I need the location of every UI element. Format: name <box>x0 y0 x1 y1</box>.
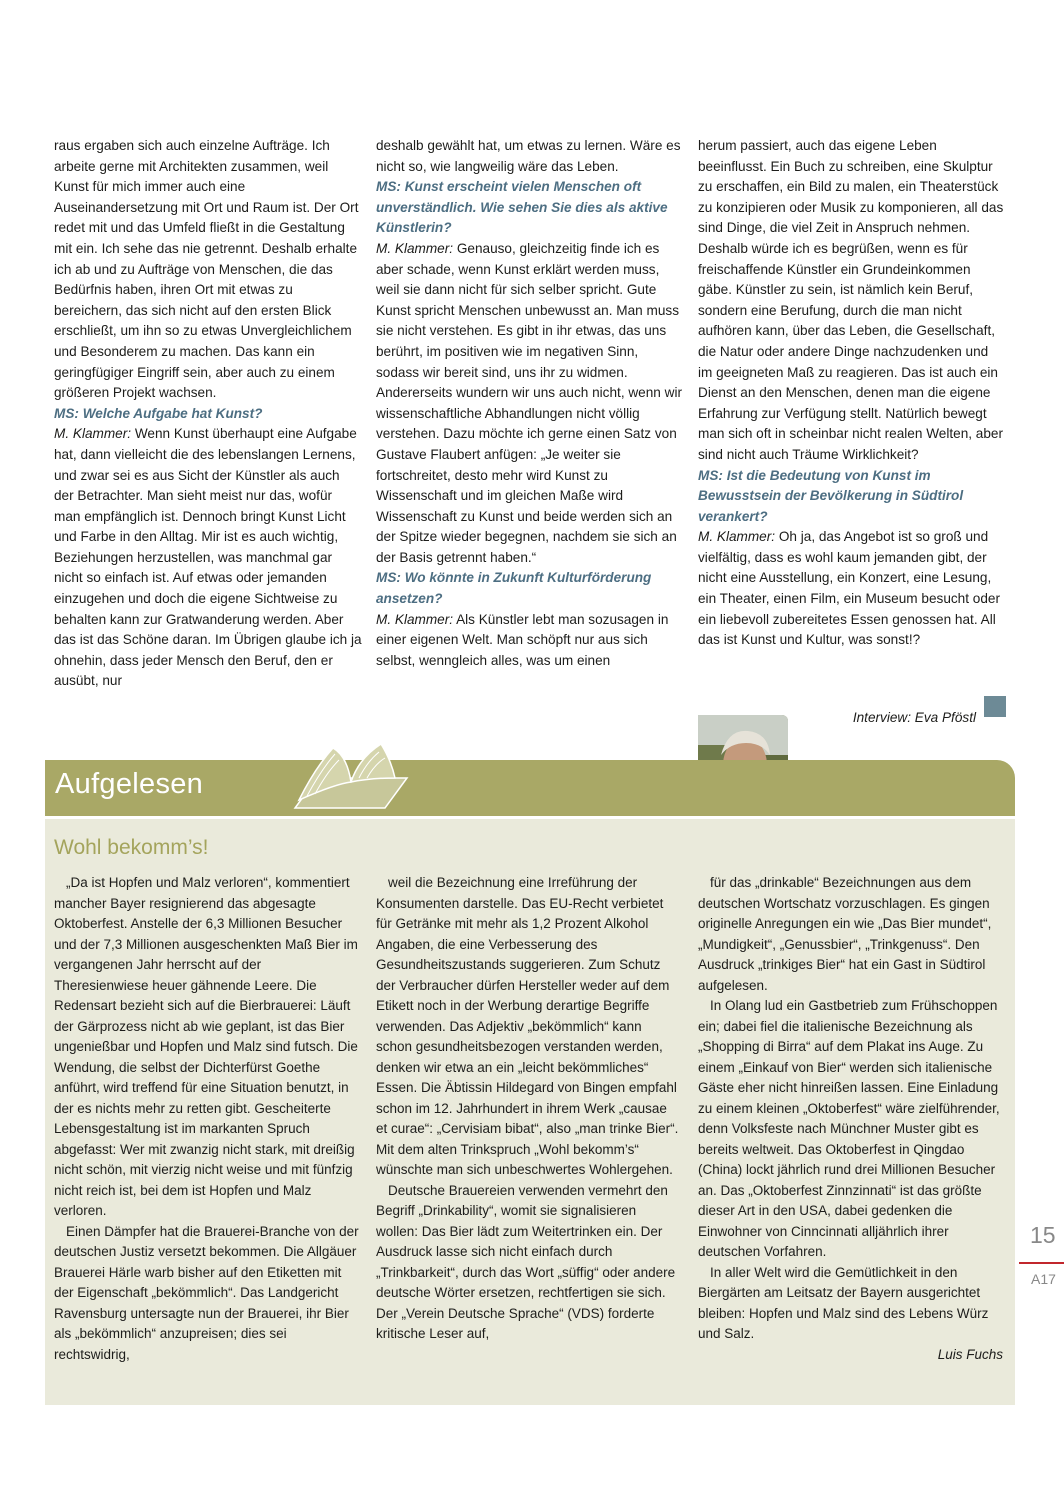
article-title: Wohl bekomm’s! <box>54 836 209 859</box>
article-author: Luis Fuchs <box>937 1346 1003 1362</box>
interview-answer <box>376 239 684 569</box>
article-paragraph: Einen Dämpfer hat die Brauerei-Branche von der deutschen Justiz versetzt bekommen. Die Allgäuer Brauerei Härle warb bisher auf den Etiketten mit der Eigenschaft „bekömmlich“. Das Landgericht Ravensburg untersagte nun der Brauerei, ihr Bier als „bekömmlich“ anzupreisen; dies sei rechtswidrig, <box>54 1223 359 1362</box>
open-book-icon <box>275 738 415 821</box>
interview-column-2 <box>376 136 684 671</box>
interview-answer <box>54 424 362 692</box>
interview-question: MS: Welche Aufgabe hat Kunst? <box>54 405 263 421</box>
interview-question: MS: Kunst erscheint vielen Menschen oft unverständlich. Wie sehen Sie dies als aktive Künstlerin? <box>376 179 668 236</box>
interview-credit: Interview: Eva Pföstl <box>852 709 976 725</box>
interview-column-1 <box>54 136 362 692</box>
credit-end-marker <box>984 696 1006 717</box>
answer-text: Oh ja, das Angebot ist so groß und vielfältig, dass es wohl kaum jemanden gibt, der nicht eine Ausstellung, ein Konzert, eine Lesung, ein Theater, einen Film, ein Museum besucht oder ein liebevoll zubereitetes Essen genossen hat. All das ist Kunst und Kultur, was sonst!? <box>698 529 1000 648</box>
speaker-label: M. Klammer: <box>54 426 132 442</box>
page-code: A17 <box>1031 1271 1056 1287</box>
interview-paragraph: raus ergaben sich auch einzelne Aufträge. Ich arbeite gerne mit Architekten zusammen, weil Kunst für mich immer auch eine Auseinandersetzung mit Ort und Raum ist. Der Ort redet mit und das Umfeld fließt in die Gestaltung mit ein. Ich sehe das nie getrennt. Deshalb erhalte ich ab und zu Aufträge von Menschen, die das Bedürfnis haben, ihren Ort mit etwas zu bereichern, das sich nicht auf den ersten Blick erschließt, um ihn so zu etwas Unvergleichlichem und Besonderem zu machen. Das kann ein geringfügiger Eingriff sein, aber auch zu einem größeren Projekt wachsen. <box>54 138 359 401</box>
interview-answer <box>376 610 684 672</box>
interview-credit-row <box>698 695 1006 725</box>
speaker-label: M. Klammer: <box>698 529 776 545</box>
answer-text: Wenn Kunst überhaupt eine Aufgabe hat, dann vielleicht die des lebenslangen Lernens, und zwar sei es aus Sicht der Künstler als auch der Betrachter. Man sieht meist nur das, wofür man empfänglich ist. Dennoch bringt Kunst Licht und Farbe in den Alltag. Mir ist es auch wichtig, Beziehungen herzustellen, was manchmal gar nicht so einfach ist. Auf etwas oder jemanden einzugehen und doch die eigene Sichtweise zu behalten kann zur Gratwanderung werden. Aber das ist das Schöne daran. Im Übrigen glaube ich ja ohnehin, dass jeder Mensch den Beruf, den er ausübt, nur <box>54 426 362 689</box>
article-column-1 <box>54 873 359 1365</box>
article-paragraph: In aller Welt wird die Gemütlichkeit in den Biergärten am Leitsatz der Bayern ausgerichtet bleiben: Hopfen und Malz sind des Lebens Würz und Salz. <box>698 1264 989 1341</box>
article-paragraph: weil die Bezeichnung eine Irreführung der Konsumenten darstelle. Das EU-Recht verbietet für Getränke mit mehr als 1,2 Prozent Alkohol Angaben, die eine Verbesserung des Gesundheitszustands suggerieren. Zum Schutz der Verbraucher dürfen Hersteller weder auf dem Etikett noch in der Werbung derartige Begriffe verwenden. Das Adjektiv „bekömmlich“ kann schon gesundheitsbezogen verstanden werden, denken wir etwa an ein „leicht bekömmliches“ Essen. Die Äbtissin Hildegard von Bingen empfahl schon im 12. Jahrhundert in ihrem Werk „causae et curae“: „Cervisiam bibat“, also „man trinke Bier“. Mit dem alten Trinkspruch „Wohl bekomm’s“ wünschte man sich unbeschwertes Wohlergehen. <box>376 875 679 1177</box>
interview-answer <box>698 527 1006 651</box>
article-column-3 <box>698 873 1003 1365</box>
article-paragraph: In Olang lud ein Gastbetrieb zum Frühschoppen ein; dabei fiel die italienische Bezeichnung als „Shopping di Birra“ auf dem Plakat ins Auge. Zu einem „Einkauf von Bier“ werden sich italienische Gäste eher nicht hinreißen lassen. Eine Einladung zu einem kleinen „Oktoberfest“ wäre zielführender, denn Volksfeste nach Münchner Muster gibt es bereits weltweit. Das Oktoberfest in Qingdao (China) lockt jährlich rund drei Millionen Besucher an. Das „Oktoberfest Zinnzinnati“ ist das größte dieser Art in den USA, dabei gedenken die Einwohner von Cinncinnati alljährlich ihrer deutschen Vorfahren. <box>698 998 1000 1259</box>
article-column-2 <box>376 873 681 1345</box>
interview-question: MS: Wo könnte in Zukunft Kulturförderung ansetzen? <box>376 570 652 607</box>
interview-paragraph: deshalb gewählt hat, um etwas zu lernen. Wäre es nicht so, wie langweilig wäre das Leben. <box>376 138 681 174</box>
interview-question: MS: Ist die Bedeutung von Kunst im Bewusstsein der Bevölkerung in Südtirol verankert? <box>698 467 964 524</box>
answer-text: Als Künstler lebt man sozusagen in einer eigenen Welt. Man schöpft nur aus sich selbst, wenngleich alles, was um einen <box>376 611 669 668</box>
speaker-label: M. Klammer: <box>376 611 454 627</box>
article-paragraph: für das „drinkable“ Bezeichnungen aus dem deutschen Wortschatz vorzuschlagen. Es gingen originelle Anregungen ein wie „Das Bier mundet“, „Mundigkeit“, „Genussbier“, „Trinkgenuss“. Den Ausdruck „trinkiges Bier“ hat ein Gast in Südtirol aufgelesen. <box>698 875 992 993</box>
section-banner <box>45 760 1015 816</box>
speaker-label: M. Klammer: <box>376 240 454 256</box>
section-title: Aufgelesen <box>55 768 204 800</box>
page-number: 15 <box>1030 1222 1056 1248</box>
answer-text: Genauso, gleichzeitig finde ich es aber schade, wenn Kunst erklärt werden muss, weil sie dann nicht für sich selber spricht. Gute Kunst spricht Menschen unbewusst an. Man muss sie nicht verstehen. Es gibt in ihr etwas, das uns berührt, im positiven wie im negativen Sinn, sodass wir bereit sind, uns ihr zu widmen. Andererseits wundern wir uns auch nicht, wenn wir wissenschaftliche Abhandlungen nicht völlig verstehen. Dazu möchte ich gerne einen Satz von Gustave Flaubert anfügen: „Je weiter sie fortschreitet, desto mehr wird Kunst zu Wissenschaft und im gleichen Maße wird Wissenschaft zu Kunst und beide werden sich an der Spitze wieder begegnen, nachdem sie sich an der Basis getrennt haben.“ <box>376 240 683 565</box>
article-paragraph: Deutsche Brauereien verwenden vermehrt den Begriff „Drinkability“, womit sie signalisieren wollen: Das Bier lädt zum Weitertrinken ein. Der Ausdruck lasse sich nicht einfach durch „Trinkbarkeit“, durch das Wort „süffig“ oder andere deutsche Wörter ersetzen, rechtfertigen sie sich. Der „Verein Deutsche Sprache“ (VDS) forderte kritische Leser auf, <box>376 1182 676 1341</box>
interview-column-3 <box>698 136 1006 651</box>
interview-paragraph: herum passiert, auch das eigene Leben beeinflusst. Ein Buch zu schreiben, eine Skulptur zu erschaffen, ein Bild zu malen, ein Theaterstück zu konzipieren oder Musik zu komponieren, all das sind Dinge, die viel Zeit in Anspruch nehmen. Deshalb würde ich es begrüßen, wenn es für freischaffende Künstler ein Grundeinkommen gäbe. Künstler zu sein, ist nämlich kein Beruf, sondern eine Berufung, durch die man nicht aufhören kann, über das Leben, die Gesellschaft, die Natur oder andere Dinge nachzudenken und im geeigneten Maß zu reagieren. Das ist auch ein Dienst an den Menschen, denen man die eigene Erfahrung zur Verfügung stellt. Natürlich bewegt man sich oft in scheinbar nicht realen Welten, aber sind nicht auch Träume Wirklichkeit? <box>698 138 1004 462</box>
page-number-rule <box>1019 1262 1064 1264</box>
article-paragraph: „Da ist Hopfen und Malz verloren“, kommentiert mancher Bayer resignierend das abgesagte Oktoberfest. Anstelle der 6,3 Millionen Besucher und der 7,3 Millionen ausgeschenkten Maß Bier im vergangenen Jahr herrscht auf der Theresienwiese heuer gähnende Leere. Die Redensart bezieht sich auf die Bierbrauerei: Läuft der Gärprozess nicht ab wie geplant, ist das Bier ungenießbar und Hopfen und Malz sind futsch. Die Wendung, die selbst der Dichterfürst Goethe anführt, wird treffend für eine Situation benutzt, in der es nichts mehr zu retten gibt. Gescheiterte Lebensgestaltung ist im markanten Spruch abgefasst: Wer mit zwanzig nicht stark, mit dreißig nicht schön, mit vierzig nicht weise und mit fünfzig nicht reich ist, bei dem ist Hopfen und Malz verloren. <box>54 875 358 1218</box>
